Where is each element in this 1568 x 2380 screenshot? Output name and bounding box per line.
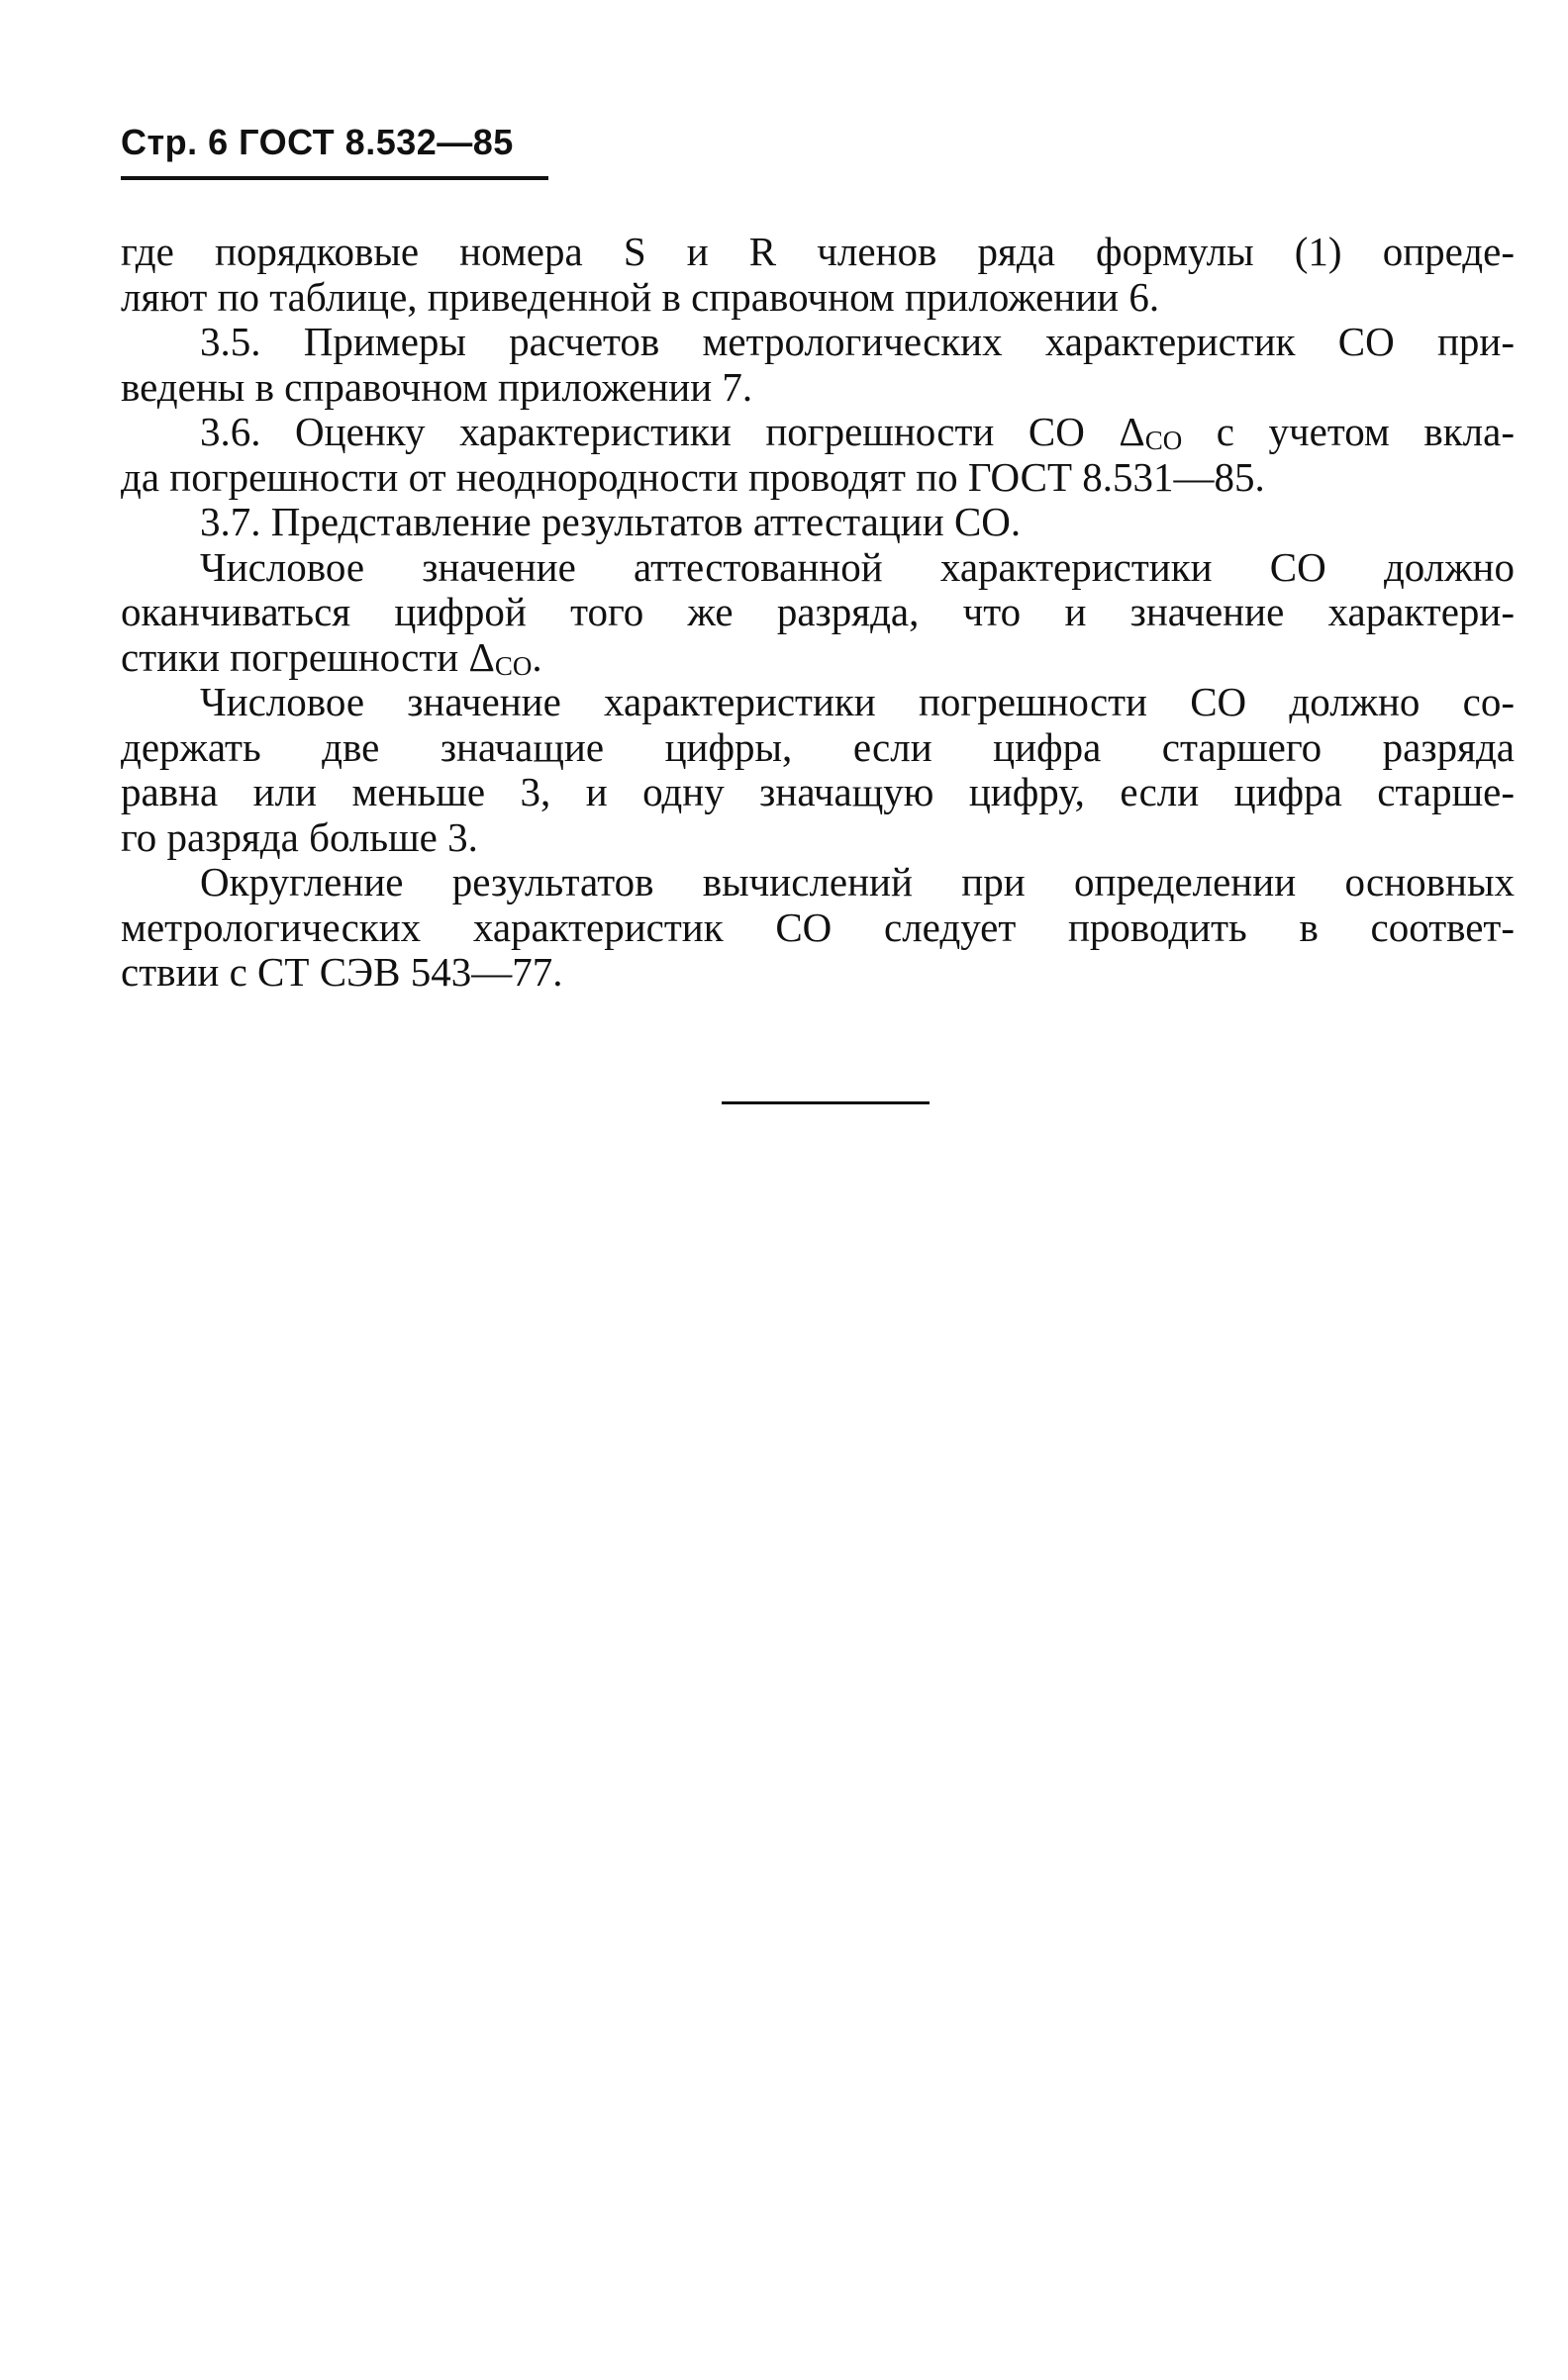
running-head: Стр. 6 ГОСТ 8.532—85 <box>121 122 514 162</box>
text-fragment: . <box>532 633 542 680</box>
text-line: ляют по таблице, приведенной в справочном приложении 6. <box>121 273 1160 320</box>
text-line: оканчиваться цифрой того же разряда, что и значение характери- <box>121 589 1515 634</box>
paragraph-rounding-results: Округление результатов вычислений при определении основных <box>200 859 1515 904</box>
header-rule <box>121 176 548 180</box>
text-line: равна или меньше 3, и одну значащую цифру, если цифра старше- <box>121 769 1515 814</box>
body-text <box>121 230 1515 996</box>
paragraph-rounding-value: Числовое значение аттестованной характеристики СО должно <box>200 543 1515 590</box>
text-line: держать две значащие цифры, если цифра старшего разряда <box>121 723 1515 770</box>
paragraph-3-6 <box>121 410 1515 455</box>
text-line: да погрешности от неоднородности проводят по ГОСТ 8.531—85. <box>121 453 1265 500</box>
text-line: го разряда больше 3. <box>121 813 478 860</box>
paragraph-significant-digits: Числовое значение характеристики погрешности СО должно со- <box>200 679 1515 724</box>
subscript-co: СО <box>1144 426 1183 455</box>
text-line <box>121 635 1515 681</box>
text-fragment: с учетом вкла- <box>1182 409 1515 454</box>
paragraph-3-5: 3.5. Примеры расчетов метрологических характеристик СО при- <box>200 319 1515 364</box>
text-line: метрологических характеристик СО следует проводить в соответ- <box>121 904 1515 950</box>
end-of-text-rule <box>722 1101 930 1104</box>
text-line: ведены в справочном приложении 7. <box>121 363 753 410</box>
text-line: где порядковые номера S и R членов ряда формулы (1) опреде- <box>121 229 1515 274</box>
text-fragment: стики погрешности Δ <box>121 633 495 680</box>
text-fragment: 3.6. Оценку характеристики погрешности СО Δ <box>200 409 1145 454</box>
text-line: ствии с СТ СЭВ 543—77. <box>121 949 563 995</box>
subscript-co: СО <box>494 650 533 681</box>
paragraph-3-7: 3.7. Представление результатов аттестации СО. <box>200 499 1022 544</box>
